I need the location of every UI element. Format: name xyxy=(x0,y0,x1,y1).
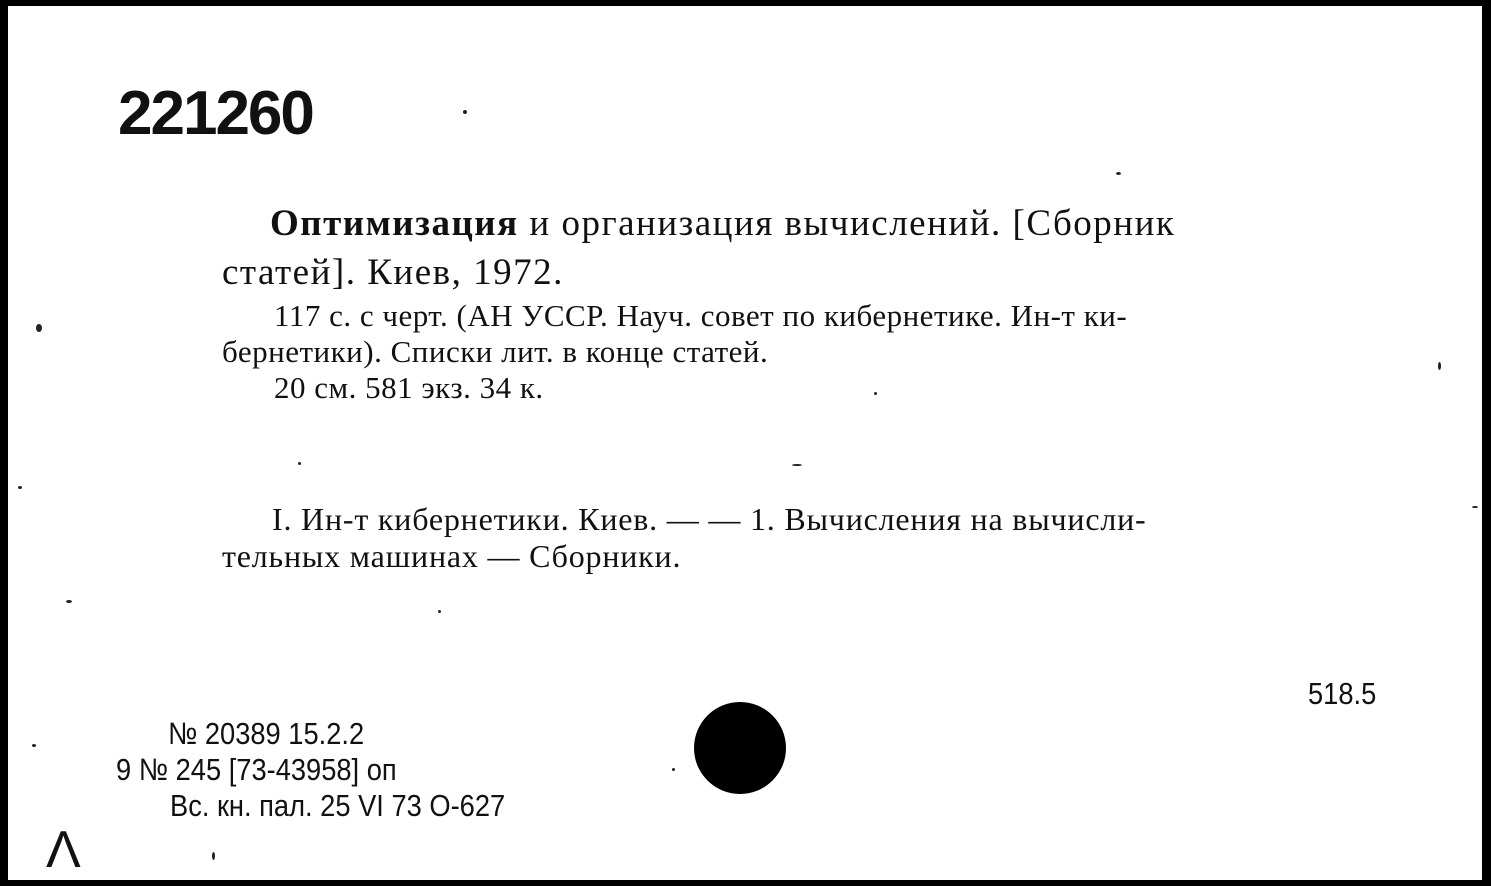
registry-line-1: № 20389 15.2.2 xyxy=(168,716,365,751)
description-line-2: бернетики). Списки лит. в конце статей. xyxy=(222,334,769,369)
title-line-2: статей]. Киев, 1972. xyxy=(222,252,564,293)
speck xyxy=(792,464,802,466)
subjects-line-1: I. Ин-т кибернетики. Киев. — — 1. Вычисления на вычисли- xyxy=(272,501,1147,537)
description-line-1: 117 с. с черт. (АН УССР. Науч. совет по кибернетике. Ин-т ки- xyxy=(274,298,1128,333)
speck xyxy=(298,462,301,465)
speck xyxy=(32,744,36,747)
title-line-1-rest: и организация вычислений. [Сборник xyxy=(529,203,1176,244)
description-line-3: 20 см. 581 экз. 34 к. xyxy=(274,370,544,405)
speck xyxy=(463,110,467,114)
card-number: 221260 xyxy=(118,79,313,148)
speck xyxy=(18,486,22,489)
registry-line-3: Вс. кн. пал. 25 VI 73 О-627 xyxy=(170,788,506,823)
title-bold-word: Оптимизация xyxy=(270,203,519,244)
registry-line-2: 9 № 245 [73-43958] оп xyxy=(116,752,397,787)
speck xyxy=(1472,506,1478,508)
punch-hole xyxy=(694,702,786,794)
catalog-card xyxy=(8,6,1482,880)
title-line-1 xyxy=(270,202,1175,245)
speck xyxy=(66,600,72,603)
speck xyxy=(1438,362,1441,370)
corner-mark: Λ xyxy=(46,821,81,879)
speck xyxy=(1116,172,1121,175)
speck xyxy=(212,852,215,860)
speck xyxy=(438,610,441,613)
classification-number: 518.5 xyxy=(1308,676,1377,711)
speck xyxy=(672,768,675,771)
speck xyxy=(36,324,42,332)
subjects-line-2: тельных машинах — Сборники. xyxy=(222,538,682,574)
speck xyxy=(874,392,877,395)
